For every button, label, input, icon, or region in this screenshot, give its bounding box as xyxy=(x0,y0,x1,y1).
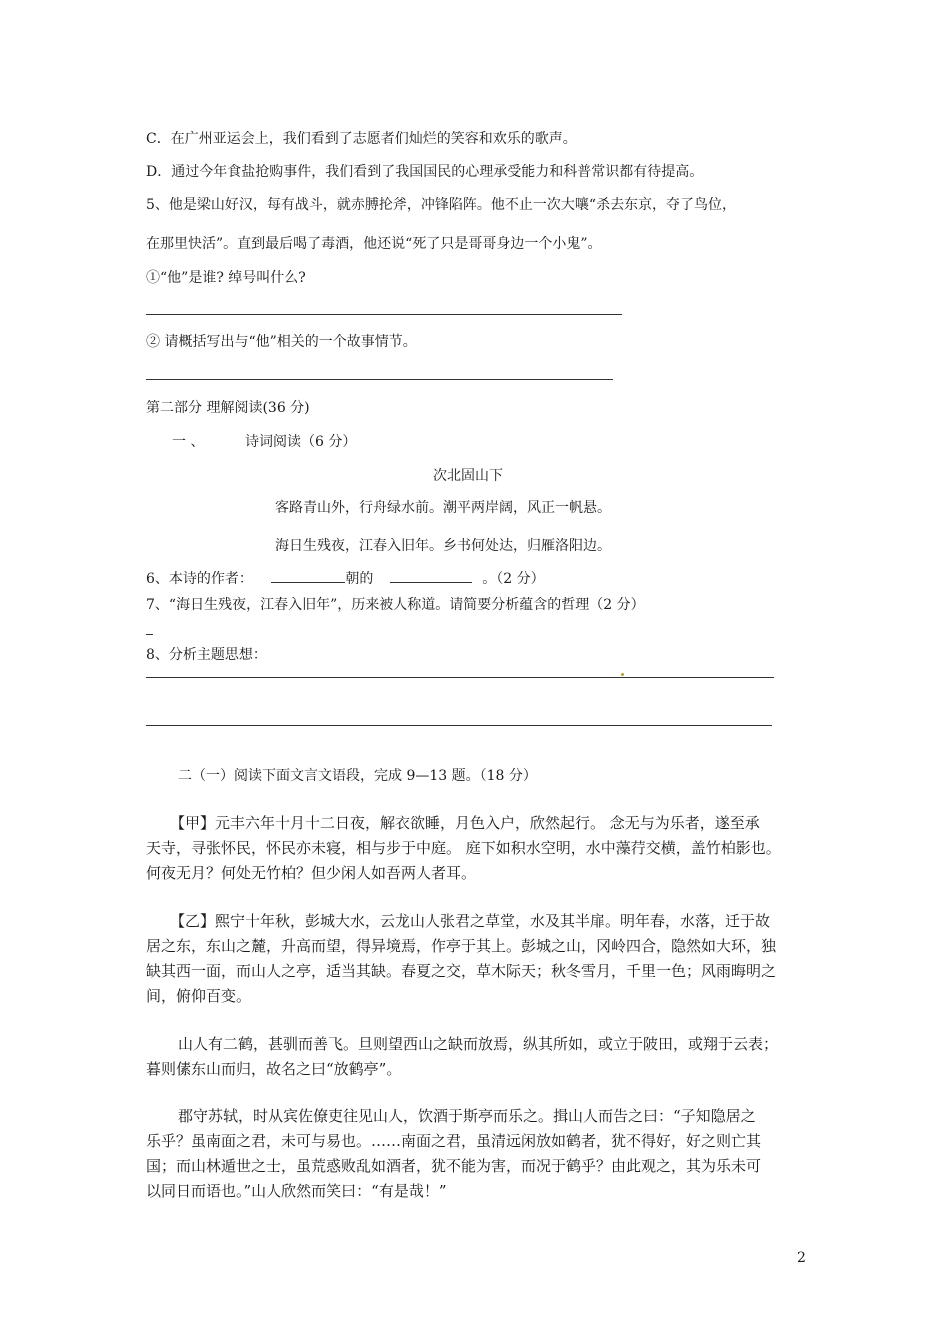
passage-p3-line: 暮则傃东山而归，故名之曰“放鹤亭”。 xyxy=(146,1060,402,1078)
option-c: C．在广州亚运会上，我们看到了志愿者们灿烂的笑容和欢乐的歌声。 xyxy=(146,131,577,147)
q8-text: 8、分析主题思想： xyxy=(146,647,267,663)
q7-text: 7、“海日生残夜，江春入旧年”，历来被人称道。请简要分析蕴含的哲理（2 分） xyxy=(146,597,645,613)
stray-mark xyxy=(621,673,624,676)
passage-yi-line: 【乙】熙宁十年秋，彭城大水，云龙山人张君之草堂，水及其半扉。明年春，水落，迁于故 xyxy=(170,912,771,930)
q5-line2: 在那里快活”。直到最后喝了毒酒，他还说“死了只是哥哥身边一个小鬼”。 xyxy=(146,236,602,252)
q8-answer-line-2[interactable] xyxy=(146,725,772,726)
q7-answer-mark[interactable] xyxy=(146,634,153,635)
q8-answer-line-1[interactable] xyxy=(146,677,774,678)
passage-p4-line: 乐乎？虽南面之君，未可与易也。……南面之君，虽清远闲放如鹤者，犹不得好，好之则亡其 xyxy=(146,1132,762,1150)
section1-title: 诗词阅读（6 分） xyxy=(245,434,357,450)
page-number: 2 xyxy=(797,1250,806,1266)
q5-answer-line-2[interactable] xyxy=(146,379,613,380)
passage-jia-line: 【甲】元丰六年十月十二日夜，解衣欲睡，月色入户，欣然起行。 念无与为乐者，遂至承 xyxy=(170,814,760,832)
q6-dynasty-label: 朝的 xyxy=(345,571,374,587)
q5-line1: 5、他是梁山好汉，每有战斗，就赤膊抡斧，冲锋陷阵。他不止一次大嚷“杀去东京，夺了鸟位， xyxy=(146,197,737,213)
q5-answer-line-1[interactable] xyxy=(146,314,622,315)
passage-p3-line: 山人有二鹤，甚驯而善飞。旦则望西山之缺而放焉，纵其所如，或立于陂田，或翔于云表； xyxy=(178,1035,779,1053)
poem-line-1: 客路青山外，行舟绿水前。潮平两岸阔，风正一帆悬。 xyxy=(275,500,611,516)
q6-dynasty-blank[interactable] xyxy=(390,568,472,583)
passage-yi-line: 缺其西一面，而山人之亭，适当其缺。春夏之交，草木际天；秋冬雪月，千里一色；风雨晦明之 xyxy=(146,962,777,980)
passage-p4-line: 国；而山林遁世之士，虽荒惑败乱如酒者，犹不能为害，而况于鹤乎？由此观之，其为乐未可 xyxy=(146,1157,762,1175)
option-d: D．通过今年食盐抢购事件，我们看到了我国国民的心理承受能力和科普常识都有待提高。 xyxy=(146,164,704,180)
passage-jia-line: 何夜无月？何处无竹柏？但少闲人如吾两人者耳。 xyxy=(146,864,477,882)
q5-sub1: ①“他”是谁? 绰号叫什么? xyxy=(146,270,306,286)
section1-number: 一 、 xyxy=(172,434,205,450)
passage-jia-line: 天寺，寻张怀民，怀民亦未寝，相与步于中庭。 庭下如积水空明，水中藻荇交横，盖竹柏影也。 xyxy=(146,839,781,857)
q5-sub2: ② 请概括写出与“他”相关的一个故事情节。 xyxy=(146,334,417,350)
q6-row xyxy=(146,568,545,588)
passage-p4-line: 郡守苏轼，时从宾佐僚吏往见山人，饮酒于斯亭而乐之。揖山人而告之曰：“子知隐居之 xyxy=(178,1107,756,1125)
passage-yi-line: 居之东，东山之麓，升高而望，得异境焉，作亭于其上。彭城之山，冈岭四合，隐然如大环，独 xyxy=(146,937,777,955)
poem-title: 次北固山下 xyxy=(433,468,503,484)
passage-p4-line: 以同日而语也。”山人欣然而笑曰：“有是哉！” xyxy=(146,1182,447,1200)
q6-score: 。（2 分） xyxy=(482,571,545,587)
q6-author-blank[interactable] xyxy=(271,568,345,583)
poem-line-2: 海日生残夜，江春入旧年。乡书何处达，归雁洛阳边。 xyxy=(275,538,611,554)
classical-intro: 二（一）阅读下面文言文语段，完成 9—13 题。（18 分） xyxy=(178,768,537,784)
q6-prompt: 6、本诗的作者： xyxy=(146,571,253,587)
passage-yi-line: 间，俯仰百变。 xyxy=(146,987,252,1005)
part2-header: 第二部分 理解阅读(36 分) xyxy=(146,400,310,416)
